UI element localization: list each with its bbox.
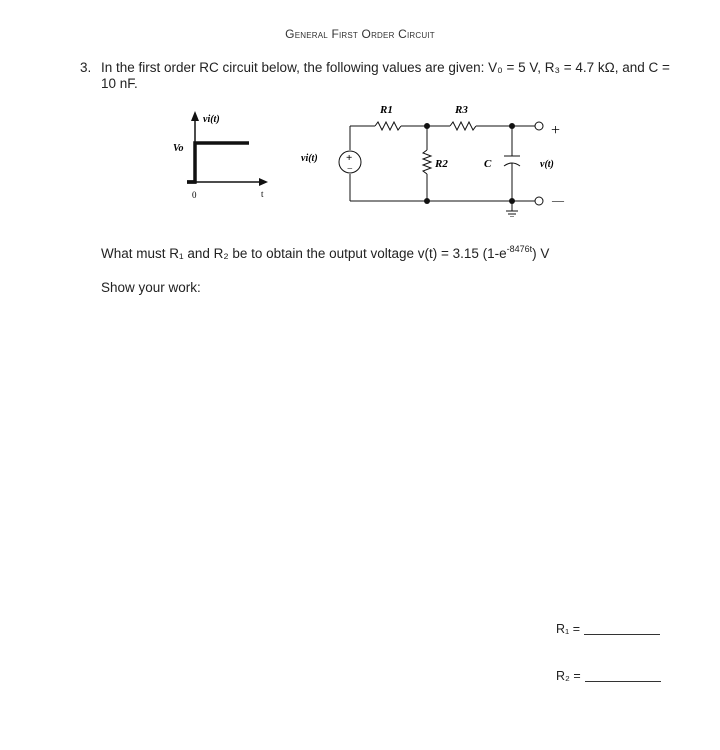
source-label: vi(t) — [301, 153, 318, 164]
level-label: Vo — [173, 143, 184, 154]
output-terminal-minus — [535, 197, 543, 205]
output-label: v(t) — [540, 159, 554, 170]
answer-r1-field[interactable] — [584, 634, 660, 635]
source-minus-sign: − — [347, 164, 353, 175]
prompt-main: What must R₁ and R₂ be to obtain the output voltage v(t) = 3.15 (1-e — [101, 246, 507, 261]
question-text: In the first order RC circuit below, the following values are given: V₀ = 5 V, R₃ = 4.7 kΩ, and C = 10 nF. — [101, 60, 670, 91]
answer-r1 — [556, 622, 660, 636]
answer-r2 — [556, 669, 661, 683]
node-dot — [509, 198, 515, 204]
output-plus-sign: + — [551, 122, 561, 139]
show-work-label: Show your work: — [101, 280, 201, 295]
prompt-exponent: -8476t — [506, 244, 533, 254]
r3-resistor — [450, 122, 476, 130]
question-number: 3. — [80, 60, 92, 75]
node-dot — [424, 198, 430, 204]
answer-r1-label: R₁ = — [556, 622, 581, 636]
r1-resistor — [375, 122, 401, 130]
output-minus-sign: — — [552, 193, 564, 207]
answer-r2-label: R₂ = — [556, 669, 581, 683]
output-terminal-plus — [535, 122, 543, 130]
step-signal-line — [187, 143, 249, 182]
answer-r2-field[interactable] — [585, 681, 661, 682]
y-axis-arrow-icon — [191, 111, 199, 121]
node-dot — [424, 123, 430, 129]
prompt-unit: ) V — [532, 246, 550, 261]
r3-label: R3 — [455, 104, 468, 116]
r2-resistor — [423, 150, 431, 174]
c-label: C — [484, 158, 492, 170]
x-axis-arrow-icon — [259, 178, 268, 186]
node-dot — [509, 123, 515, 129]
rc-circuit-figure — [295, 92, 585, 217]
y-axis-label: vi(t) — [203, 114, 220, 125]
r1-label: R1 — [380, 104, 393, 116]
r2-label: R2 — [435, 158, 448, 170]
source-plus-sign: + — [346, 152, 353, 164]
x-axis-label: t — [261, 189, 264, 199]
input-waveform-figure — [165, 105, 285, 205]
origin-label: 0 — [192, 190, 197, 200]
question-prompt — [101, 246, 549, 261]
page-title: General First Order Circuit — [285, 27, 435, 41]
